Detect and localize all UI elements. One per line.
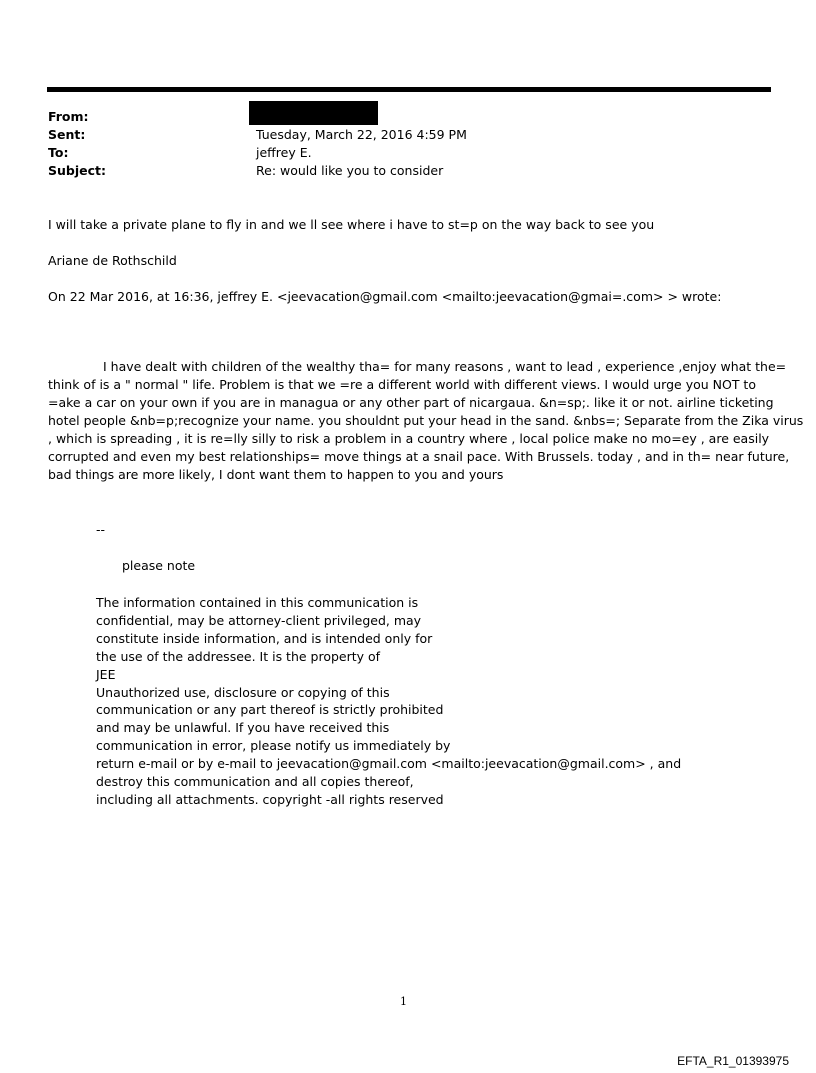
disclaimer-line: constitute inside information, and is intended only for bbox=[96, 630, 433, 646]
disclaimer-line: return e-mail or by e-mail to jeevacation@gmail.com <mailto:jeevacation@gmail.com> , and bbox=[96, 756, 682, 772]
to-value: jeffrey E. bbox=[256, 145, 312, 160]
disclaimer-line: communication in error, please notify us immediately by bbox=[96, 738, 451, 754]
disclaimer-line: JEE bbox=[96, 666, 116, 682]
please-note: please note bbox=[122, 558, 196, 573]
subject-label: Subject: bbox=[48, 163, 106, 178]
sent-value: Tuesday, March 22, 2016 4:59 PM bbox=[256, 127, 467, 142]
disclaimer-line: destroy this communication and all copies thereof, bbox=[96, 774, 414, 790]
quoted-line: , which is spreading , it is re=lly silly to risk a problem in a country where , local police make no mo=ey , are easily bbox=[48, 431, 770, 446]
quoted-message bbox=[48, 358, 804, 484]
quoted-line: think of is a " normal " life. Problem is that we =re a different world with different views. I would urge you NOT to bbox=[48, 377, 756, 392]
signature: Ariane de Rothschild bbox=[48, 253, 177, 268]
disclaimer-line: the use of the addressee. It is the property of bbox=[96, 648, 381, 664]
header-rule bbox=[47, 87, 771, 92]
from-label: From: bbox=[48, 109, 89, 124]
disclaimer-line: including all attachments. copyright -all rights reserved bbox=[96, 791, 444, 807]
document-id: EFTA_R1_01393975 bbox=[677, 1054, 789, 1068]
quote-intro: On 22 Mar 2016, at 16:36, jeffrey E. <jeevacation@gmail.com <mailto:jeevacation@gmai=.com> > wrote: bbox=[48, 289, 722, 304]
quoted-line: =ake a car on your own if you are in managua or any other part of nicargaua. &n=sp;. like it or not. airline ticketing bbox=[48, 395, 774, 410]
to-label: To: bbox=[48, 145, 69, 160]
redacted-from-value bbox=[249, 101, 378, 125]
signature-dashes: -- bbox=[96, 522, 106, 537]
disclaimer-line: confidential, may be attorney-client privileged, may bbox=[96, 612, 422, 628]
disclaimer-line: and may be unlawful. If you have received this bbox=[96, 720, 390, 736]
disclaimer-line: Unauthorized use, disclosure or copying of this bbox=[96, 684, 390, 700]
quoted-line: corrupted and even my best relationships= move things at a snail pace. With Brussels. today , and in th= near future, bbox=[48, 449, 790, 464]
quoted-line: bad things are more likely, I dont want them to happen to you and yours bbox=[48, 467, 504, 482]
message-line: I will take a private plane to fly in and we ll see where i have to st=p on the way back to see you bbox=[48, 217, 655, 232]
subject-value: Re: would like you to consider bbox=[256, 163, 444, 178]
quoted-line: I have dealt with children of the wealthy tha= for many reasons , want to lead , experience ,enjoy what the= bbox=[103, 359, 787, 374]
disclaimer bbox=[96, 594, 681, 809]
disclaimer-line: The information contained in this communication is bbox=[96, 595, 419, 610]
page-number: 1 bbox=[400, 995, 407, 1008]
sent-label: Sent: bbox=[48, 127, 86, 142]
disclaimer-line: communication or any part thereof is strictly prohibited bbox=[96, 702, 444, 718]
quoted-line: hotel people &nb=p;recognize your name. you shouldnt put your head in the sand. &nbs=; Separate from the Zika virus bbox=[48, 413, 804, 428]
